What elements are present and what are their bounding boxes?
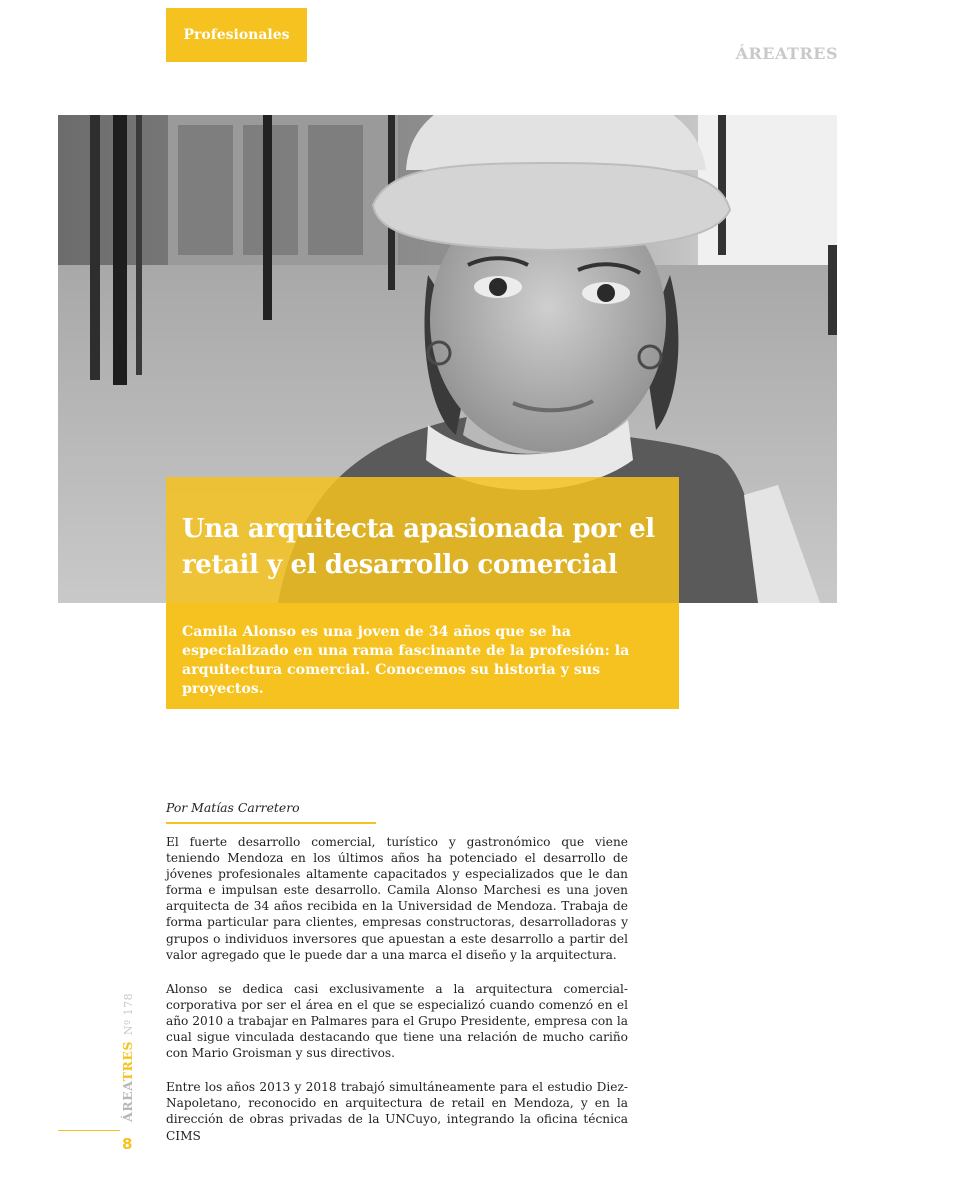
section-label: Profesionales — [183, 27, 290, 43]
body-paragraph: Entre los años 2013 y 2018 trabajó simultáneamente para el estudio Diez-Napoletano, reconocido en arquitectura de retail en Mendoza, y en la dirección de obras privadas de la UNCuyo, integrando la oficina técnica CIMS — [166, 1080, 628, 1143]
magazine-brand: ÁREATRES — [735, 44, 838, 63]
article-body — [166, 834, 628, 1162]
body-paragraph: Alonso se dedica casi exclusivamente a la arquitectura comercial-corporativa por ser el área en el que se especializó cuando comenzó en el año 2010 a trabajar en Palmares para el Grupo Presidente, empresa con la cual sigue vinculada destacando que tiene una relación de mucho cariño con Mario Groisman y sus directivos. — [166, 981, 628, 1061]
side-brand — [120, 993, 135, 1122]
footer-rule — [58, 1130, 120, 1131]
body-paragraph: El fuerte desarrollo comercial, turístico y gastronómico que viene teniendo Mendoza en los últimos años ha potenciado el desarrollo de jóvenes profesionales altamente capacitados y especializados que le dan forma e impulsan este desarrollo. Camila Alonso Marchesi es una joven arquitecta de 34 años recibida en la Universidad de Mendoza. Trabaja de forma particular para clientes, empresas constructoras, desarrolladoras y grupos o individuos inversores que apuestan a este desarrollo a partir del valor agregado que le puede dar a una marca el diseño y la arquitectura. — [166, 835, 628, 962]
issue-number: Nº 178 — [122, 992, 135, 1036]
page-number: 8 — [122, 1135, 133, 1153]
article-title: Una arquitecta apasionada por el retail y el desarrollo comercial — [182, 514, 655, 580]
article-lead: Camila Alonso es una joven de 34 años que se ha especializado en una rama fascinante de la profesión: la arquitectura comercial. Conocemos su historia y sus proyectos. — [182, 624, 630, 697]
lead-box — [166, 603, 679, 709]
headline-box — [166, 477, 679, 603]
section-tab — [166, 8, 307, 62]
side-brand-area: ÁREA — [120, 1081, 135, 1122]
byline: Por Matías Carretero — [166, 800, 300, 815]
byline-rule — [166, 822, 376, 824]
side-brand-tres: TRES — [120, 1041, 135, 1082]
